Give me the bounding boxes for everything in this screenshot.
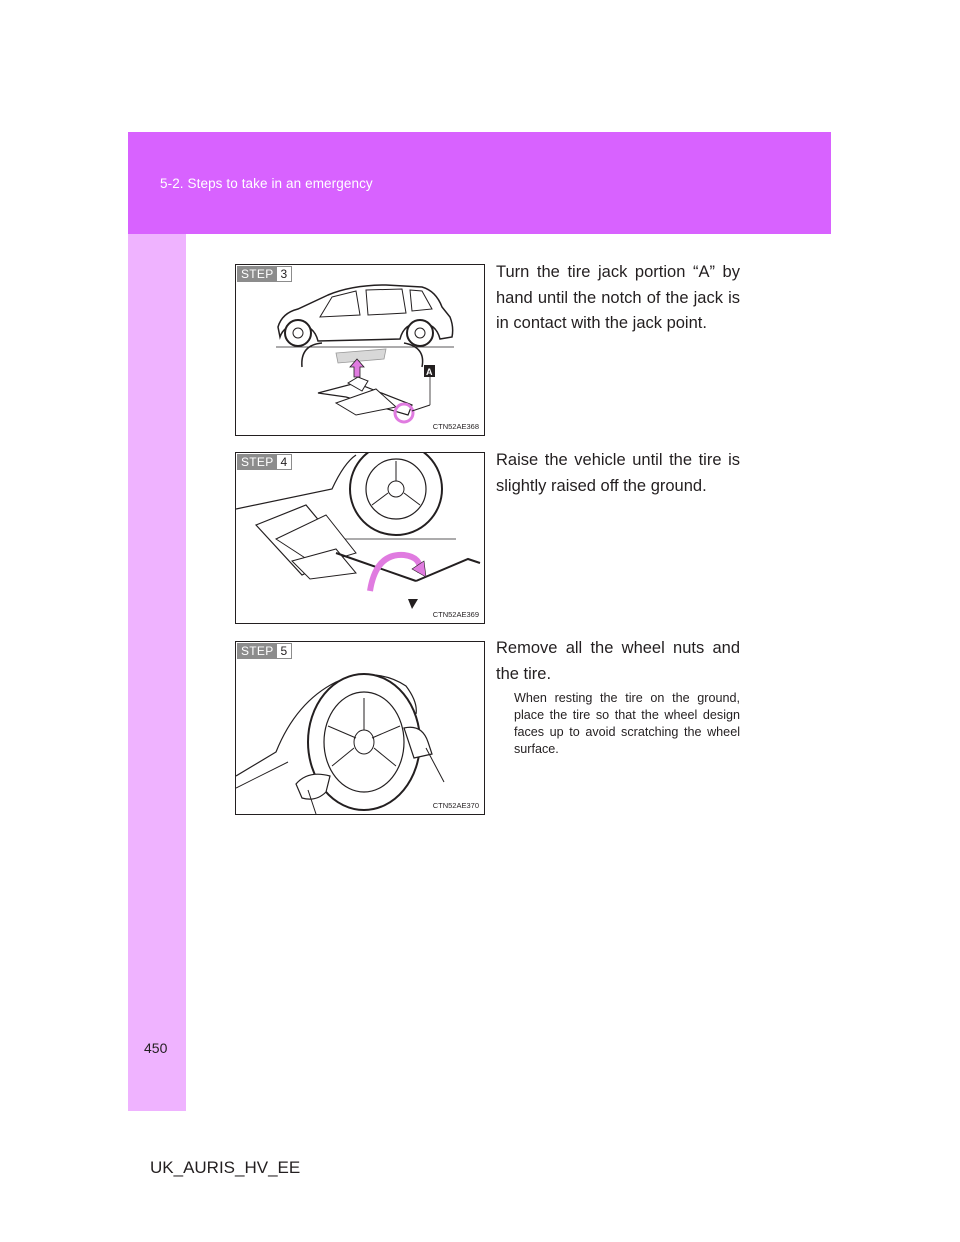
step-5-note: When resting the tire on the ground, place the tire so that the wheel design faces up to avoid scratching the wheel surface. bbox=[514, 691, 740, 756]
step-number: 5 bbox=[277, 643, 293, 659]
step-4-text: Raise the vehicle until the tire is slightly raised off the ground. bbox=[496, 451, 740, 495]
raising-vehicle-illustration bbox=[236, 453, 484, 623]
step-label: STEP bbox=[237, 643, 277, 659]
step-4-badge bbox=[237, 454, 292, 470]
remove-tire-illustration bbox=[236, 642, 484, 814]
car-jack-illustration bbox=[236, 265, 484, 435]
figure-code: CTN52AE369 bbox=[432, 610, 479, 619]
callout-a: A bbox=[426, 367, 433, 377]
step-number: 3 bbox=[277, 266, 293, 282]
step-3-text: Turn the tire jack portion “A” by hand until the notch of the jack is in contact with the jack point. bbox=[496, 263, 740, 332]
step-4-figure bbox=[235, 452, 485, 624]
step-3-figure bbox=[235, 264, 485, 436]
figure-code: CTN52AE370 bbox=[432, 801, 479, 810]
step-3-badge bbox=[237, 266, 292, 282]
side-band bbox=[128, 234, 186, 1111]
step-5-figure bbox=[235, 641, 485, 815]
step-label: STEP bbox=[237, 266, 277, 282]
page-number: 450 bbox=[144, 1040, 168, 1056]
figure-code: CTN52AE368 bbox=[432, 422, 479, 431]
footer-code: UK_AURIS_HV_EE bbox=[150, 1158, 301, 1177]
step-number: 4 bbox=[277, 454, 293, 470]
step-5-text: Remove all the wheel nuts and the tire. bbox=[496, 639, 740, 683]
step-label: STEP bbox=[237, 454, 277, 470]
section-title: 5-2. Steps to take in an emergency bbox=[160, 176, 373, 191]
step-5-badge bbox=[237, 643, 292, 659]
